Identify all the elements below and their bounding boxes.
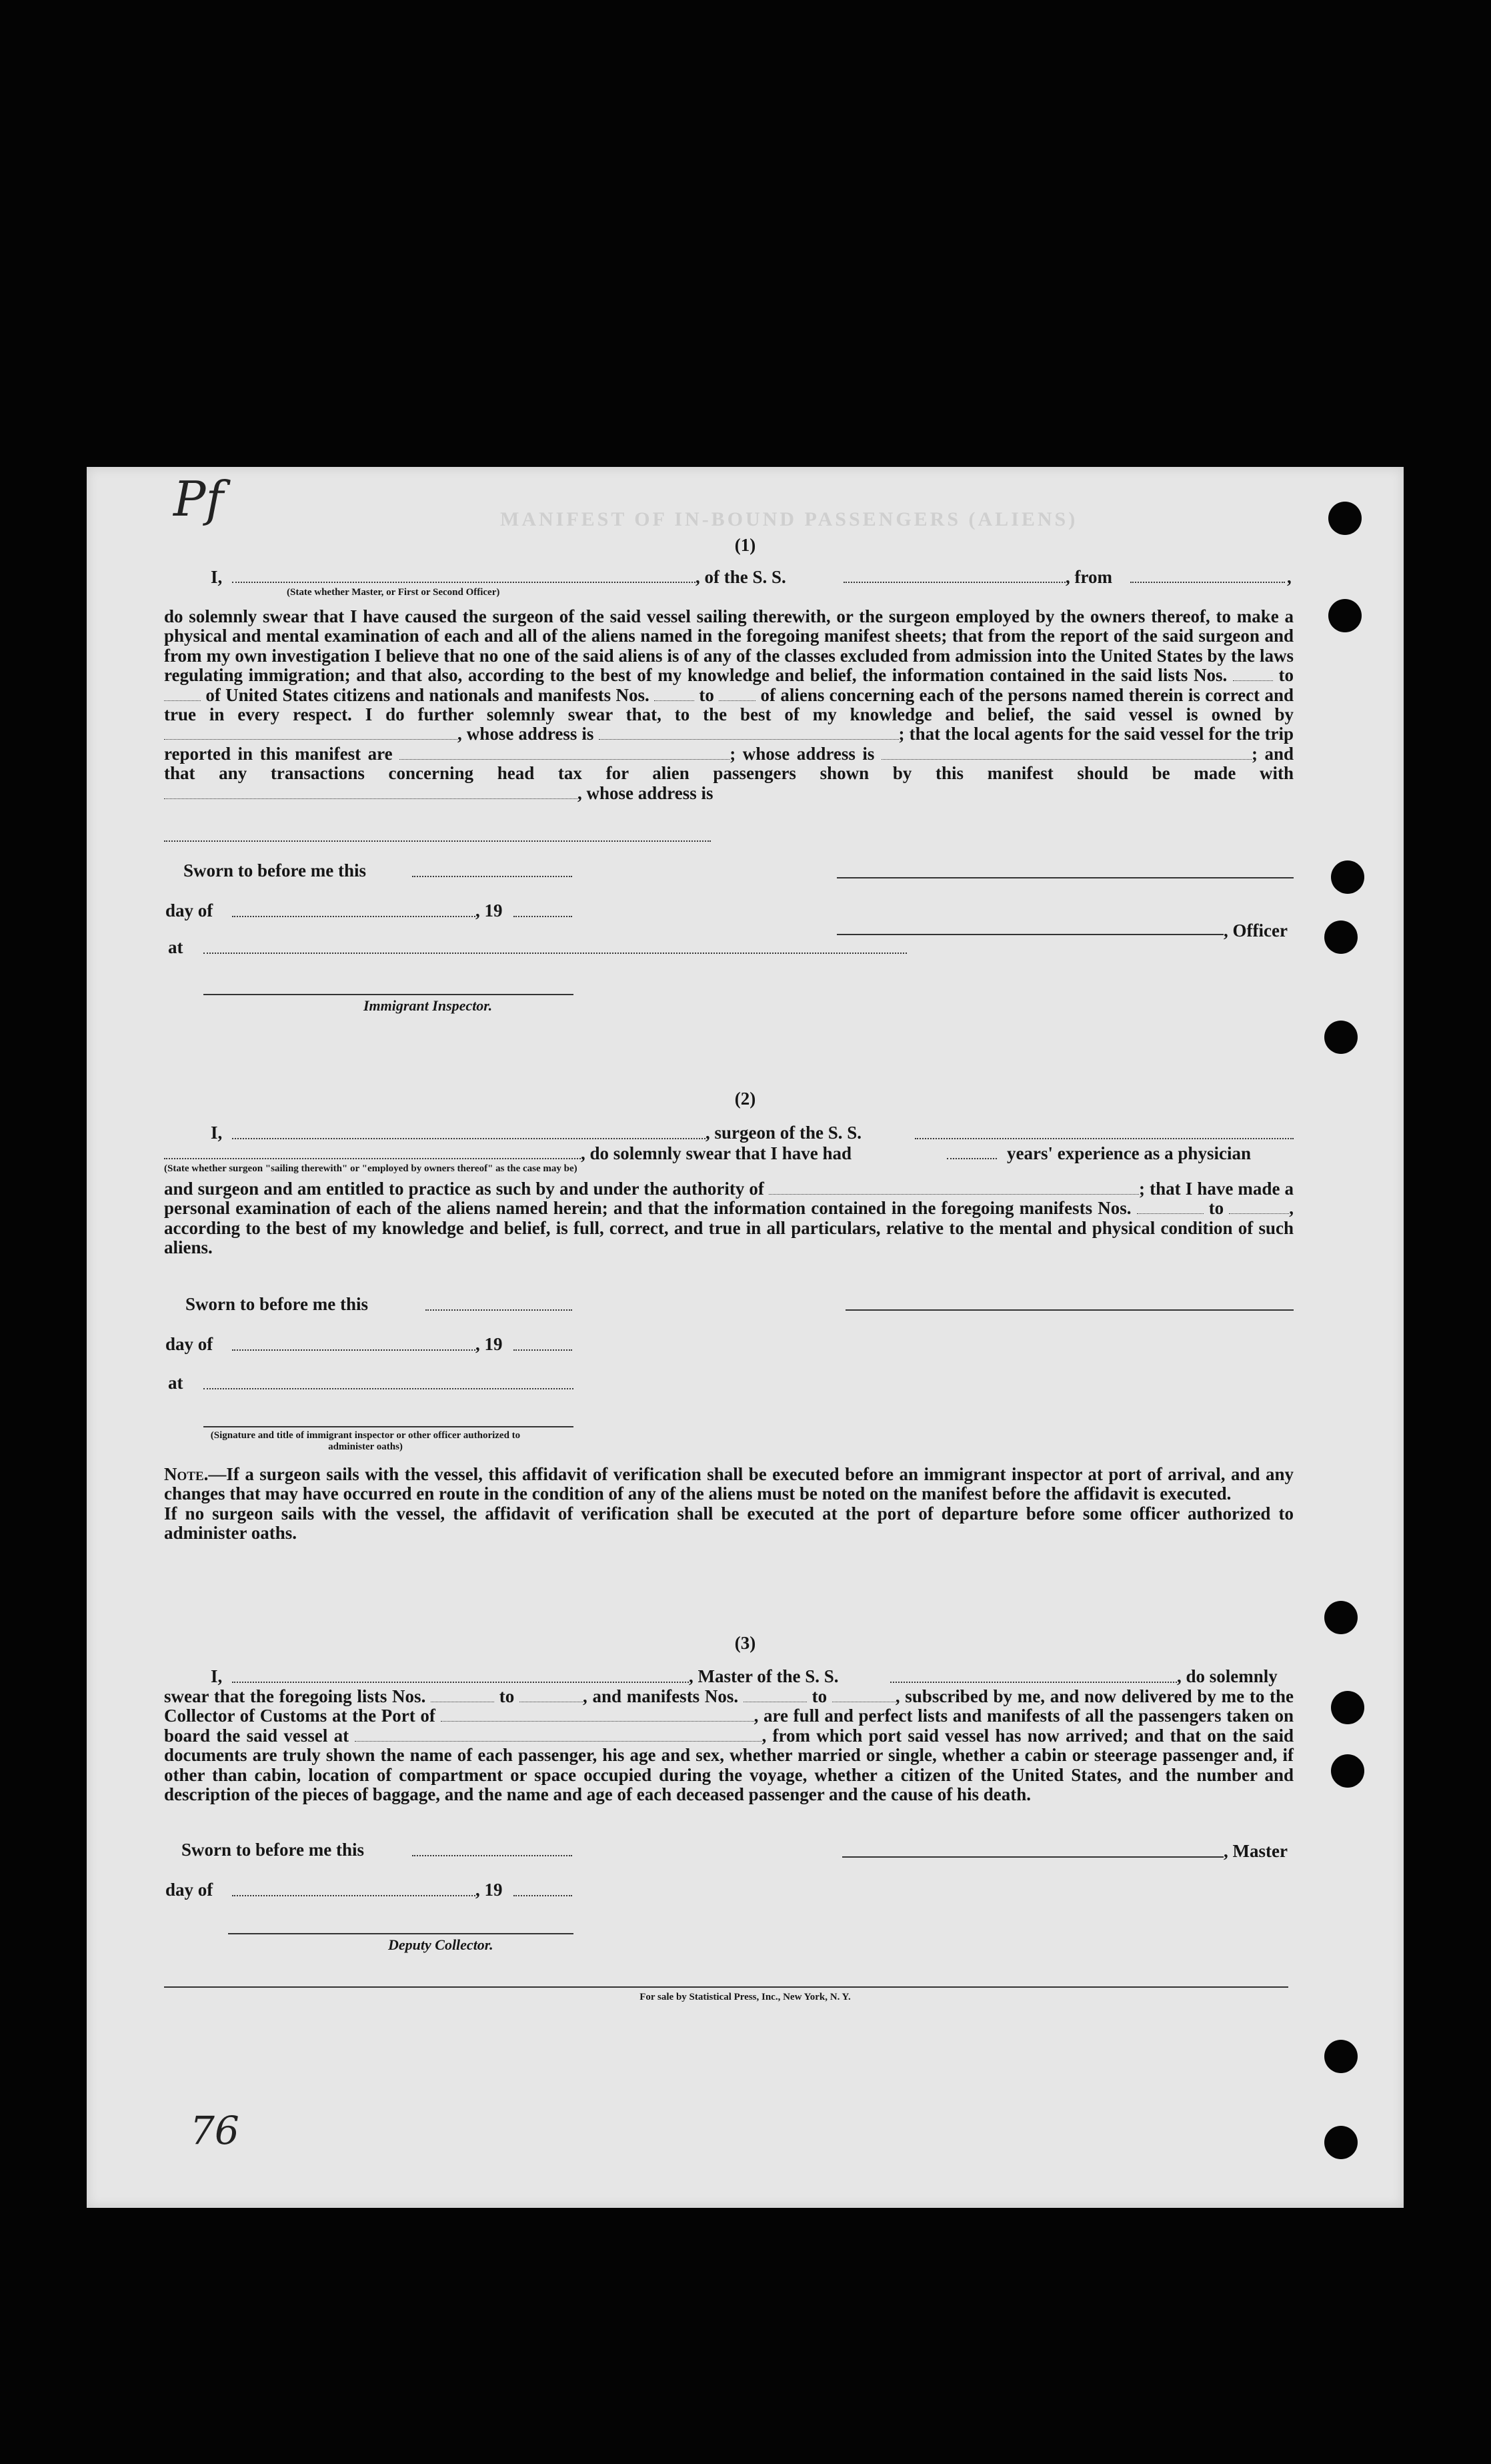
s1-sworn-label: Sworn to before me this: [183, 860, 366, 880]
handwritten-bottom-mark: 76: [190, 2108, 239, 2153]
s1-to-label-2: to: [699, 684, 714, 705]
s1-i-label: I,: [211, 567, 223, 587]
s1-body-a: do solemnly swear that I have caused the surgeon of the said vessel sailing therewith, or the surgeon employed by the owners thereof, to make a physical and mental examination of each and all of the aliens named in the foregoing manifest sheets; that from the report of the said surgeon and from my own investigation I believe that no one of the said aliens is of any of the classes excluded from admission into the United States by the laws regulating immigration; and that also, according to the best of my knowledge and belief, the information contained in the said lists Nos.: [164, 606, 1294, 686]
section-3-number: (3): [734, 1633, 756, 1653]
s2-years-label: years' experience as a physician: [1007, 1143, 1251, 1163]
punch-hole: [1328, 599, 1362, 632]
s3-year-label: , 19: [475, 1880, 503, 1900]
s2-do-swear-label: , do solemnly swear that I have had: [581, 1143, 852, 1163]
s3-body: [164, 1687, 1294, 1804]
s1-from-label: , from: [1066, 567, 1112, 587]
punch-hole: [1328, 502, 1362, 535]
s1-line1-comma: ,: [1287, 567, 1292, 587]
s1-officer-signature-line[interactable]: [837, 934, 1224, 935]
s1-month-field[interactable]: [232, 916, 475, 917]
s3-departure-port-field[interactable]: [355, 1729, 762, 1742]
s2-note-text-1: —If a surgeon sails with the vessel, this affidavit of verification shall be executed before an immigrant inspector at port of arrival, and any changes that may have occurred en route in the condition of any of the aliens must be noted on the manifest before the affidavit is executed.: [164, 1464, 1294, 1504]
section-1-number: (1): [734, 535, 756, 555]
s2-at-place-field[interactable]: [203, 1388, 573, 1389]
s1-semicolon-2: ;: [729, 743, 736, 764]
s2-body-b: that I have made a personal examination of each of the aliens named herein; and that the information contained in the foregoing manifests Nos.: [164, 1179, 1294, 1219]
s3-month-field[interactable]: [232, 1895, 475, 1896]
s3-master-of-label: , Master of the S. S.: [689, 1666, 839, 1686]
s1-sworn-date-field[interactable]: [412, 876, 572, 877]
s3-lists-from-field[interactable]: [431, 1690, 494, 1702]
s2-sworn-date-field[interactable]: [425, 1309, 572, 1311]
s3-sworn-label: Sworn to before me this: [181, 1840, 364, 1860]
s2-note-label: Note.: [164, 1464, 209, 1484]
punch-hole: [1324, 1601, 1358, 1634]
punch-hole: [1324, 920, 1358, 954]
s2-manifests-from-field[interactable]: [1137, 1201, 1204, 1214]
s2-day-of-label: day of: [165, 1334, 213, 1354]
s3-full-perfect-text: , are full and perfect lists and manifests of all the passengers taken on board the said vessel at: [164, 1706, 1294, 1746]
s1-whose-address-label: , whose address is: [457, 724, 594, 744]
s3-i-label: I,: [211, 1666, 223, 1686]
s2-note-text-2: If no surgeon sails with the vessel, the affidavit of verification shall be executed at the port of departure before some officer authorized to administer oaths.: [164, 1503, 1294, 1544]
s3-port-field[interactable]: [441, 1709, 754, 1722]
s2-surgeon-status-field[interactable]: [164, 1158, 581, 1159]
s1-to-label: to: [1278, 665, 1294, 686]
s2-sworn-label: Sworn to before me this: [185, 1294, 368, 1314]
s2-body-a: and surgeon and am entitled to practice as such by and under the authority of: [164, 1179, 764, 1199]
s1-manifests-from-field[interactable]: [654, 688, 694, 701]
s3-sworn-date-field[interactable]: [412, 1855, 572, 1856]
s1-owner-field[interactable]: [164, 727, 457, 740]
s2-vessel-field[interactable]: [915, 1138, 1294, 1139]
s1-semicolon: ;: [898, 724, 905, 744]
s3-do-swear-label: , do solemnly: [1177, 1666, 1278, 1686]
s1-manifests-to-field[interactable]: [719, 688, 756, 701]
handwritten-top-mark: Pf: [173, 471, 224, 527]
s3-lists-to-field[interactable]: [519, 1690, 583, 1702]
section-2-number: (2): [734, 1089, 756, 1109]
s2-at-label: at: [168, 1373, 183, 1393]
punch-hole: [1324, 2126, 1358, 2159]
s1-agents-field[interactable]: [399, 747, 729, 760]
s1-whose-address-end: , whose address is: [577, 782, 713, 803]
s1-whose-address-is-label: whose address is: [742, 743, 875, 764]
s1-head-tax-field[interactable]: [164, 786, 577, 799]
s1-from-port-field[interactable]: [1130, 582, 1285, 583]
s1-master-signature-line[interactable]: [837, 877, 1294, 878]
s1-body: [164, 607, 1294, 803]
s1-line1: [211, 567, 222, 588]
s1-year-field[interactable]: [513, 916, 572, 917]
s1-body-c: of aliens concerning each of the persons named therein is correct and true in every respect. I do further solemnly swear that, to the best of my knowledge and belief, the said vessel is owned by: [164, 684, 1294, 725]
s3-subscribed-text: , subscribed by me, and now delivered by me to the Collector of Customs at the Port of: [164, 1686, 1294, 1726]
s3-year-field[interactable]: [513, 1895, 572, 1896]
s3-body-b: port said vessel has now arrived; and that on the said documents are truly shown the name of each passenger, his age and sex, whether married or single, whether a cabin or steerage passenger and, if other than cabin, location of compartment or space occupied during the voyage, whether a citizen of the United States, and the number and description of the pieces of baggage, and the name and age of each deceased passenger and the cause of his death.: [164, 1725, 1294, 1805]
s3-master-signature-line[interactable]: [842, 1856, 1224, 1858]
punch-hole: [1331, 860, 1364, 894]
s1-at-label: at: [168, 937, 183, 957]
s3-body-a: swear that the foregoing lists Nos.: [164, 1686, 426, 1706]
s2-surgeon-signature-line[interactable]: [846, 1309, 1294, 1311]
s1-body-d: that the local agents for the said vessel for the trip reported in this manifest are: [164, 724, 1294, 764]
footer-rule: [164, 1986, 1288, 1988]
s1-officer-label: , Officer: [1224, 920, 1288, 941]
s2-manifests-to-field[interactable]: [1229, 1201, 1289, 1214]
s3-to-label: to: [499, 1686, 515, 1706]
s2-years-field[interactable]: [947, 1158, 997, 1159]
s3-deputy-collector-caption: Deputy Collector.: [388, 1936, 493, 1953]
s2-signature-caption: (Signature and title of immigrant inspector or other officer authorized to administer oaths): [210, 1430, 521, 1452]
s1-agents-address-field[interactable]: [882, 747, 1252, 760]
s1-officer-hint: (State whether Master, or First or Second Officer): [287, 587, 500, 598]
s1-at-place-field[interactable]: [203, 953, 907, 954]
s2-note: [164, 1465, 1294, 1544]
s2-body-c: , according to the best of my knowledge and belief, is full, correct, and true in all particulars, relative to the mental and physical condition of such aliens.: [164, 1198, 1294, 1258]
manifest-affidavit-sheet: [87, 467, 1404, 2208]
s2-surgeon-name-field[interactable]: [232, 1138, 705, 1139]
s3-from-which-label: , from which: [762, 1725, 863, 1746]
s3-vessel-field[interactable]: [890, 1682, 1177, 1683]
punch-hole: [1331, 1691, 1364, 1724]
s1-body-b: of United States citizens and nationals and manifests Nos.: [205, 684, 649, 705]
s1-body-e: ; and that any transactions concerning head tax for alien passengers shown by this manifest should be made with: [164, 743, 1294, 784]
s1-inspector-signature-line[interactable]: [203, 994, 573, 995]
s2-year-field[interactable]: [513, 1349, 572, 1351]
faint-stamp-text: MANIFEST OF IN-BOUND PASSENGERS (ALIENS): [500, 508, 1078, 530]
s3-master-name-field[interactable]: [232, 1682, 689, 1683]
s2-to-label: to: [1208, 1198, 1224, 1219]
punch-hole: [1324, 2040, 1358, 2073]
s1-year-label: , 19: [475, 900, 503, 920]
s2-official-signature-line[interactable]: [203, 1426, 573, 1427]
s2-year-label: , 19: [475, 1334, 503, 1354]
s2-authority-field[interactable]: [769, 1182, 1139, 1195]
s1-head-tax-address-field[interactable]: [164, 840, 711, 842]
s1-officer-name-field[interactable]: [232, 582, 695, 583]
s2-month-field[interactable]: [232, 1349, 475, 1351]
s3-day-of-label: day of: [165, 1880, 213, 1900]
s3-and-manifests-label: , and manifests Nos.: [582, 1686, 739, 1706]
footer-imprint: For sale by Statistical Press, Inc., New York, N. Y.: [639, 1992, 851, 2002]
s2-i-label: I,: [211, 1123, 223, 1143]
punch-hole: [1331, 1754, 1364, 1788]
s1-lists-to-field[interactable]: [164, 688, 201, 701]
s1-day-of-label: day of: [165, 900, 213, 920]
s3-to-label-2: to: [812, 1686, 828, 1706]
s1-immigrant-inspector-caption: Immigrant Inspector.: [363, 997, 493, 1014]
s2-semicolon: ;: [1139, 1179, 1146, 1199]
s3-manifests-from-field[interactable]: [743, 1690, 807, 1702]
s2-surgeon-of-label: , surgeon of the S. S.: [705, 1123, 862, 1143]
s2-surgeon-hint: (State whether surgeon "sailing therewith" or "employed by owners thereof" as the case may be): [164, 1163, 577, 1174]
s1-lists-from-field[interactable]: [1233, 668, 1273, 681]
s3-deputy-signature-line[interactable]: [228, 1933, 573, 1934]
s2-body: [164, 1179, 1294, 1258]
s1-of-ss-label: , of the S. S.: [695, 567, 786, 587]
s3-manifests-to-field[interactable]: [832, 1690, 896, 1702]
s3-master-label: , Master: [1224, 1841, 1288, 1861]
punch-hole: [1324, 1021, 1358, 1054]
s1-vessel-name-field[interactable]: [844, 582, 1066, 583]
s1-owner-address-field[interactable]: [599, 727, 899, 740]
